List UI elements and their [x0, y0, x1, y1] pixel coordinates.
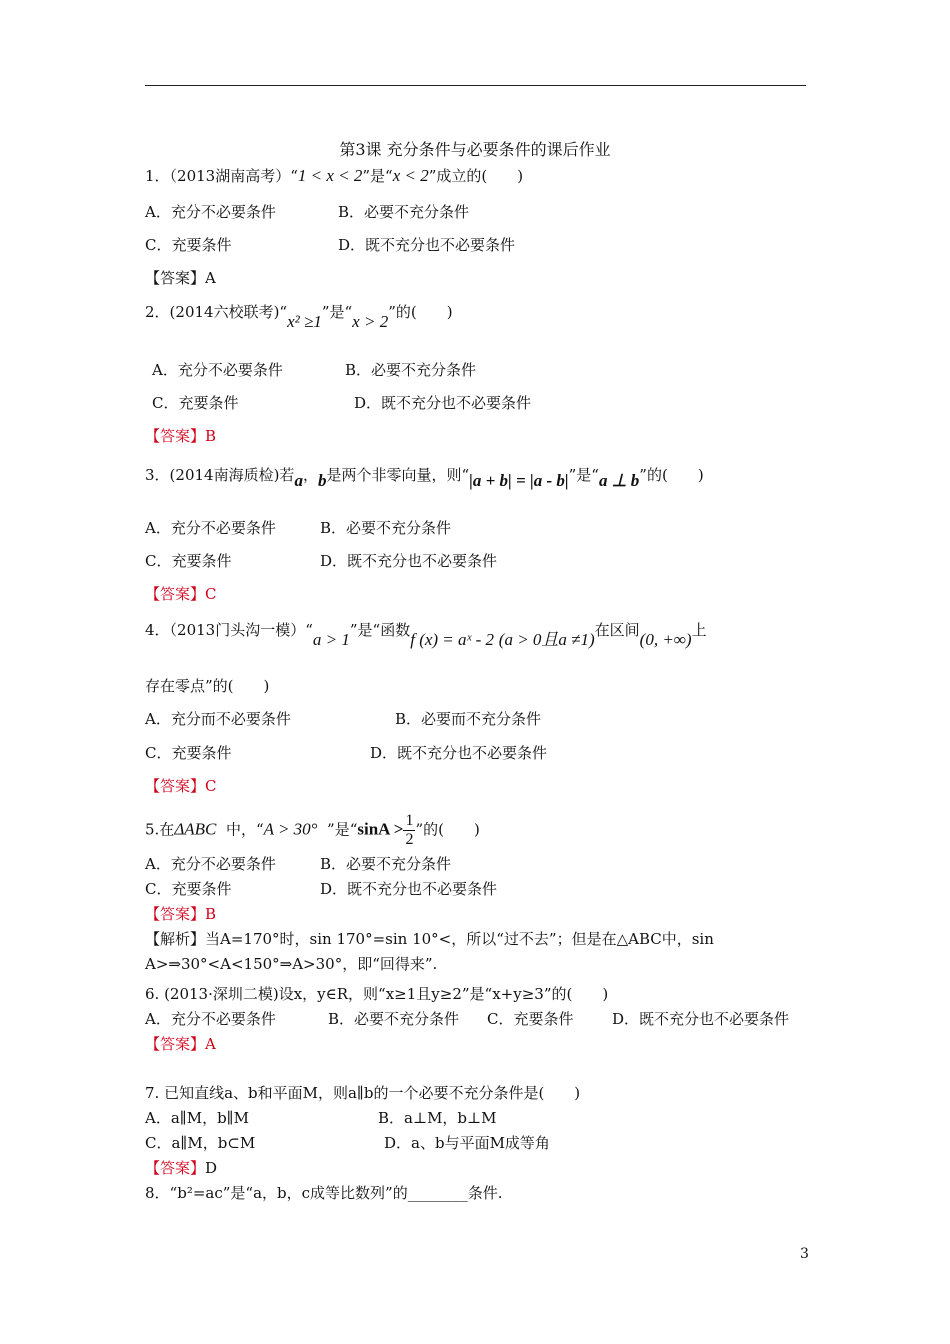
- q3-stem-a: 3．(2014南海质检)若: [145, 466, 295, 484]
- q6-option-d: D．既不充分也不必要条件: [612, 1010, 790, 1028]
- q2-stem-a: 2．(2014六校联考)“: [145, 303, 288, 321]
- q7-answer-label: 【答案】: [145, 1159, 206, 1177]
- header-rule: [145, 85, 806, 86]
- q4-stem-continued: 存在零点”的( ): [145, 677, 270, 695]
- q7-answer: [145, 1158, 217, 1178]
- q2-answer: [145, 426, 216, 446]
- q6-answer-value: A: [205, 1035, 216, 1053]
- q3-stem-c: ”是“: [568, 466, 599, 484]
- q5-option-b: B．必要不充分条件: [320, 855, 452, 873]
- q1-answer: [145, 268, 216, 288]
- q1-option-c: C．充要条件: [145, 236, 232, 254]
- q5-fraction: [403, 812, 415, 849]
- q2-stem-c: ”的( ): [388, 303, 453, 321]
- q2-answer-value: B: [205, 427, 217, 445]
- q5-explanation-label: 【解析】: [145, 930, 206, 948]
- question-7-stem: 7. 已知直线a、b和平面M，则a∥b的一个必要不充分条件是( ): [145, 1084, 581, 1102]
- q4-option-d: D．既不充分也不必要条件: [370, 744, 548, 762]
- q3-option-d: D．既不充分也不必要条件: [320, 552, 498, 570]
- q5-option-c: C．充要条件: [145, 880, 232, 898]
- q4-math-1: a > 1: [312, 630, 350, 649]
- question-1-stem: [145, 166, 523, 186]
- q4-stem-c: 在区间: [594, 621, 640, 639]
- q2-option-b: B．必要不充分条件: [345, 361, 477, 379]
- q3-answer-label: 【答案】: [145, 585, 206, 603]
- q4-answer-label: 【答案】: [145, 777, 206, 795]
- q5-explanation-line-1: [145, 929, 714, 949]
- q5-math-3: sinA >: [357, 819, 404, 839]
- q3-answer-value: C: [205, 585, 217, 603]
- q4-math-2: f (x) = aˣ - 2: [410, 630, 494, 649]
- q3-option-a: A．充分不必要条件: [145, 519, 276, 537]
- q5-stem-a: 5.在: [145, 820, 175, 839]
- q2-answer-label: 【答案】: [145, 427, 206, 445]
- q7-option-a: A．a∥M，b∥M: [145, 1109, 249, 1127]
- q2-math-1: x² ≥1: [287, 312, 322, 331]
- q4-stem-d: 上: [691, 621, 707, 639]
- q1-stem-c: ”成立的( ): [428, 167, 524, 185]
- q1-stem-b: ”是“: [362, 167, 393, 185]
- q5-stem-d: ”的( ): [415, 820, 480, 839]
- q5-explanation-line-2: A>⇒30°<A<150°⇒A>30°，即“回得来”.: [145, 955, 438, 973]
- q5-explanation-text-1: 当A=170°时，sin 170°=sin 10°<，所以“过不去”；但是在△ABC中，sin: [205, 930, 714, 948]
- q5-option-a: A．充分不必要条件: [145, 855, 276, 873]
- q2-option-c: C．充要条件: [152, 394, 239, 412]
- q5-answer-value: B: [205, 905, 217, 923]
- q4-answer: [145, 776, 217, 796]
- page-title: 第3课 充分条件与必要条件的课后作业: [339, 140, 611, 159]
- q3-option-c: C．充要条件: [145, 552, 232, 570]
- q3-stem-b: 是两个非零向量，则“: [326, 466, 470, 484]
- q1-stem-a: 1．（2013湖南高考）“: [145, 167, 298, 185]
- q2-option-d: D．既不充分也不必要条件: [354, 394, 532, 412]
- q4-answer-value: C: [205, 777, 217, 795]
- q4-math-4: (0, +∞): [639, 630, 692, 649]
- q5-answer-label: 【答案】: [145, 905, 206, 923]
- q5-answer: [145, 904, 216, 924]
- question-8-stem: 8．“b²=ac”是“a，b，c成等比数列”的________条件.: [145, 1184, 503, 1202]
- q3-option-b: B．必要不充分条件: [320, 519, 452, 537]
- q2-stem-b: ”是“: [321, 303, 353, 321]
- q7-option-b: B．a⊥M，b⊥M: [378, 1109, 497, 1127]
- question-2-stem: [145, 302, 453, 331]
- q2-option-a: A．充分不必要条件: [152, 361, 283, 379]
- q6-option-b: B．必要不充分条件: [328, 1010, 460, 1028]
- question-5-stem: [145, 812, 480, 849]
- q4-stem-a: 4．（2013门头沟一模）“: [145, 621, 313, 639]
- q3-vector-b: b: [317, 471, 327, 490]
- q6-answer-label: 【答案】: [145, 1035, 206, 1053]
- q1-option-b: B．必要不充分条件: [338, 203, 470, 221]
- q1-option-d: D．既不充分也不必要条件: [338, 236, 516, 254]
- question-4-stem: [145, 620, 707, 649]
- q6-answer: [145, 1034, 216, 1054]
- q4-option-a: A．充分而不必要条件: [145, 710, 291, 728]
- q5-stem-b: 中，“: [225, 820, 264, 839]
- q1-option-a: A．充分不必要条件: [145, 203, 276, 221]
- q5-fraction-denominator: 2: [405, 831, 414, 848]
- q5-fraction-numerator: 1: [405, 812, 414, 829]
- q4-option-b: B．必要而不充分条件: [395, 710, 542, 728]
- page-number: 3: [800, 1246, 809, 1262]
- q1-answer-value: A: [205, 269, 216, 287]
- q3-comma: ，: [302, 466, 318, 484]
- q5-math-1: ΔABC: [174, 819, 217, 839]
- question-6-stem: 6. (2013·深圳二模)设x，y∈R，则“x≥1且y≥2”是“x+y≥3”的( ): [145, 985, 609, 1003]
- q7-answer-value: D: [205, 1159, 218, 1177]
- question-3-stem: [145, 465, 704, 490]
- q3-answer: [145, 584, 217, 604]
- q4-stem-b: ”是“函数: [349, 621, 411, 639]
- q5-option-d: D．既不充分也不必要条件: [320, 880, 498, 898]
- q6-option-c: C．充要条件: [487, 1010, 574, 1028]
- q1-math-2: x < 2: [392, 166, 429, 185]
- q1-math-1: 1 < x < 2: [297, 166, 363, 185]
- q1-answer-label: 【答案】: [145, 269, 206, 287]
- q3-math-1: |a + b| = |a - b|: [469, 471, 569, 490]
- q3-vector-a: a: [294, 471, 303, 490]
- q6-option-a: A．充分不必要条件: [145, 1010, 276, 1028]
- q7-option-c: C．a∥M，b⊂M: [145, 1134, 256, 1152]
- q5-math-2: A > 30°: [263, 819, 318, 839]
- q4-option-c: C．充要条件: [145, 744, 232, 762]
- q4-math-3: (a > 0且a ≠1): [498, 630, 595, 649]
- q3-math-2: a ⊥ b: [598, 471, 640, 490]
- q2-math-2: x > 2: [352, 312, 389, 331]
- q3-stem-d: ”的( ): [639, 466, 704, 484]
- q5-stem-c: ”是“: [327, 820, 358, 839]
- q7-option-d: D．a、b与平面M成等角: [384, 1134, 550, 1152]
